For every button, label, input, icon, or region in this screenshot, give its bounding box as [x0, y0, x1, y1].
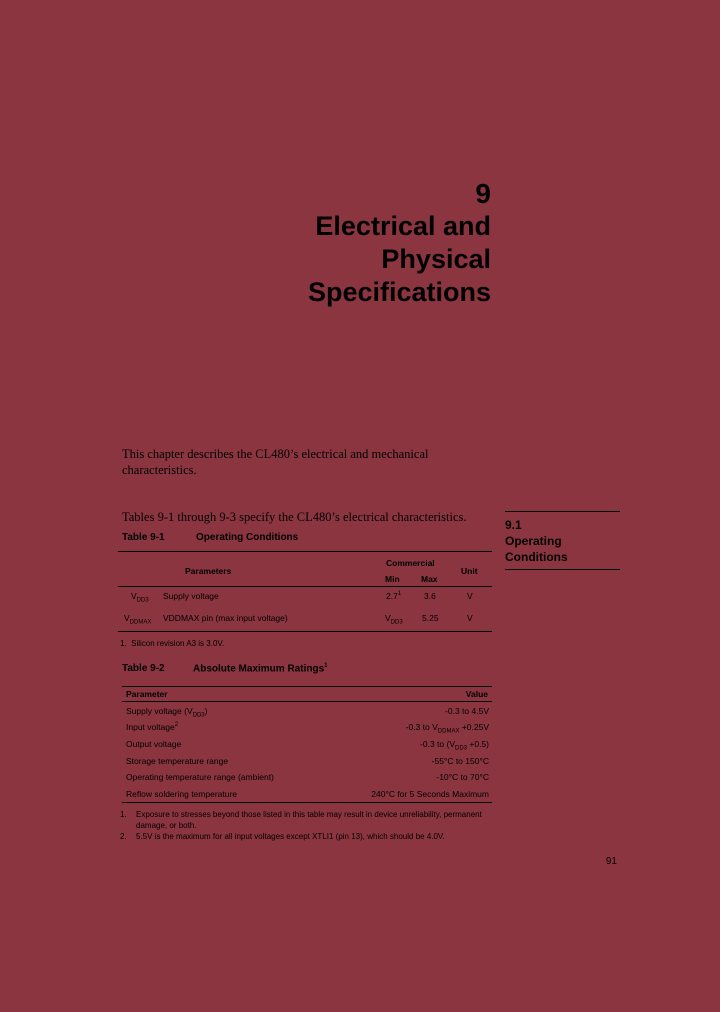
table1-header-min: Min — [385, 574, 400, 584]
table1-row-symbol: $V_{DD3}$ — [131, 591, 149, 604]
table1-top-rule — [118, 551, 492, 552]
table2-row-value: -0.3 to 4.5V — [445, 706, 489, 716]
chapter-title-line: Electrical and — [315, 211, 491, 241]
table2-row-parameter: Supply voltage $(V_{DD3})$ — [126, 706, 208, 719]
table2-row-value: -10°C to 70°C — [436, 772, 489, 782]
table2-label: Table 9-2 — [122, 663, 165, 675]
table2-row-parameter: Output voltage — [126, 739, 182, 749]
table2-row-value: -0.3 to $(V_{DD3} +0.5)$ — [420, 739, 489, 752]
table2-row-parameter: Storage temperature range — [126, 756, 229, 766]
table2-row-parameter: Input voltage$^2$ — [126, 722, 179, 732]
chapter-title — [191, 210, 491, 309]
table2-title-footnote-ref: 1 — [324, 663, 328, 669]
table1-row-unit: V — [467, 613, 473, 623]
section-title-line: Operating — [505, 534, 562, 548]
chapter-title-line: Physical — [381, 244, 491, 274]
table1-bottom-rule — [118, 631, 492, 632]
chapter-title-line: Specifications — [307, 277, 491, 307]
table1-row-description: Supply voltage — [163, 591, 219, 601]
intro-paragraph: This chapter describes the CL480’s electrical and mechanical characteristics. — [122, 447, 429, 477]
table1-row-symbol: $V_{DDMAX}$ — [124, 613, 152, 626]
table2-header-value: Value — [465, 689, 488, 699]
intro-paragraph-2: Tables 9-1 through 9-3 specify the CL480’s electrical characteristics. — [122, 510, 467, 524]
table2-bottom-rule — [122, 802, 492, 803]
table1-footnote: 1. Silicon revision A3 is 3.0V. — [120, 639, 225, 648]
table1-row-unit: V — [467, 591, 473, 601]
table1-label: Table 9-1 — [122, 532, 165, 543]
table2-row-parameter: Reflow soldering temperature — [126, 789, 238, 799]
table1-header-unit: Unit — [461, 566, 478, 576]
section-heading — [505, 511, 620, 570]
chapter-number: 9 — [475, 178, 491, 209]
table1-header-parameters: Parameters — [185, 566, 232, 576]
table2-header-rule — [122, 701, 492, 702]
table2-footnotes — [120, 809, 492, 842]
table2-row-parameter: Operating temperature range (ambient) — [126, 772, 274, 782]
table1-row-description: VDDMAX pin (max input voltage) — [163, 613, 288, 623]
table2-footnote: 1. Exposure to stresses beyond those listed in this table may result in device unreliability, permanent damage, or both. — [120, 810, 482, 830]
section-number: 9.1 — [505, 518, 522, 532]
table2-row-value: -0.3 to $V_{DDMAX} +0.25V$ — [405, 722, 489, 735]
table1-header-rule — [118, 586, 492, 587]
table2-row-value: 240°C for 5 Seconds Maximum — [371, 789, 489, 799]
table1-title: Operating Conditions — [196, 532, 299, 543]
table1-row-min: $V_{DD3}$ — [385, 613, 403, 626]
table2-title: Absolute Maximum Ratings — [193, 663, 325, 675]
table1-header-commercial: Commercial — [386, 558, 435, 568]
table1-row-max: 3.6 — [424, 591, 436, 601]
table2-caption — [122, 663, 327, 674]
section-title-line: Conditions — [505, 550, 568, 564]
table2-top-rule — [122, 686, 492, 687]
page-number: 91 — [605, 856, 617, 867]
table1-caption — [122, 532, 298, 543]
table1-row-max: 5.25 — [422, 613, 439, 623]
table2-row-value: -55°C to 150°C — [431, 756, 489, 766]
table2-footnote: 2. 5.5V is the maximum for all input voltages except XTLI1 (pin 13), which should be 4.0V. — [120, 832, 445, 841]
table1-header-max: Max — [421, 574, 438, 584]
table2-header-parameter: Parameter — [126, 689, 168, 699]
table1-row-min: $2.7^1$ — [386, 591, 402, 601]
